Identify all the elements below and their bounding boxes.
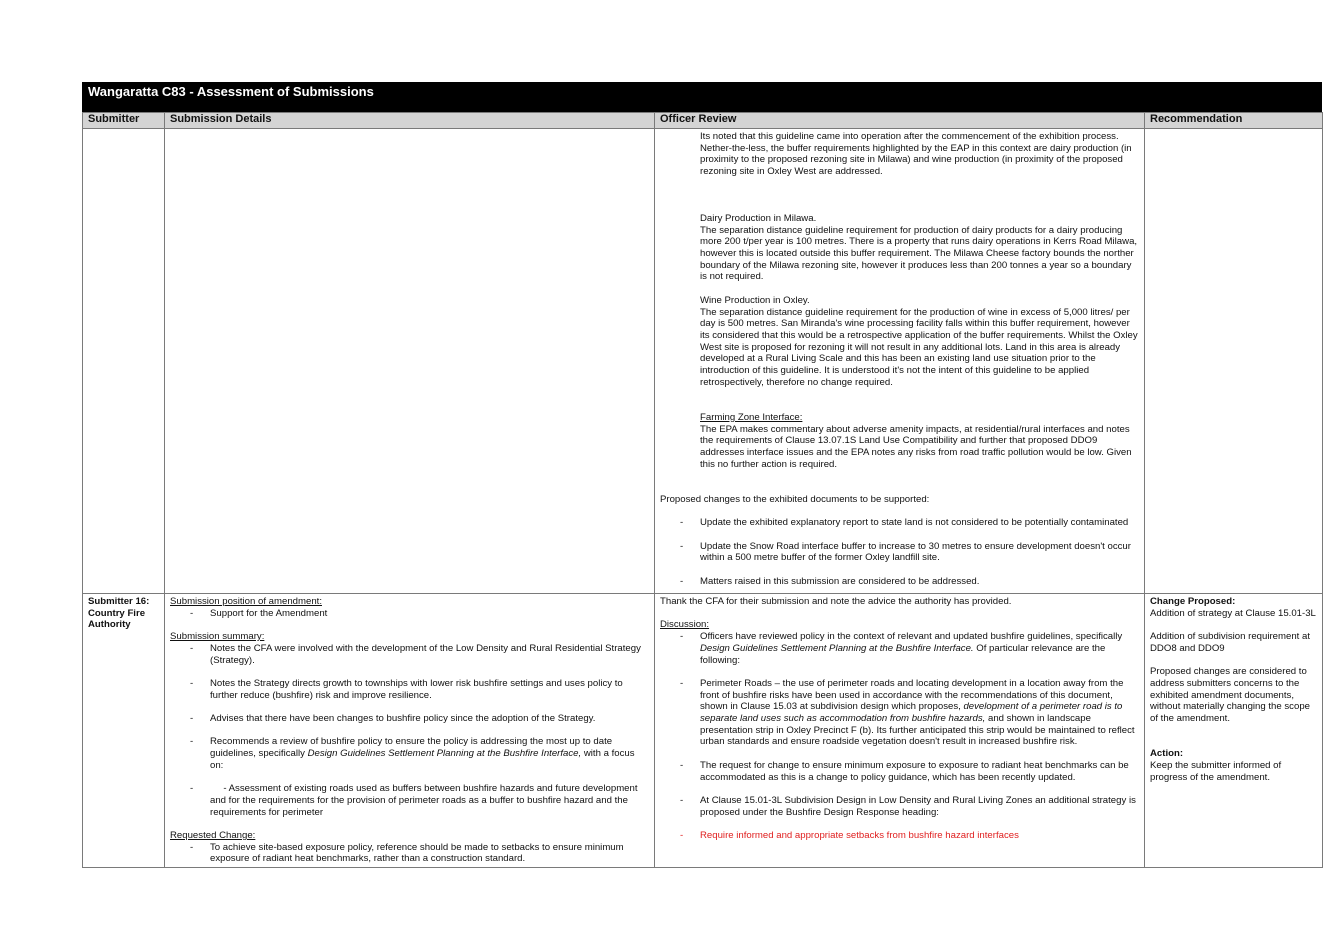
header-recommendation: Recommendation (1145, 113, 1323, 129)
proposed-changes-intro: Proposed changes to the exhibited documents to be supported: (660, 493, 930, 505)
wine-text: The separation distance guideline requirement for the production of wine in excess of 5,000 litres/ per day is 500 metres. San Miranda's wine processing facility falls within this buffer requirement, however its considered that this would be a retrospective application of the buffer requirements. Whilst the Oxley West site is proposed for rezoning it will not result in any additional lots. Land in this area is already developed at a Rural Living Scale and this has been an existing land use situation prior to the introduction of this guideline. It is understood it's not the intent of this guideline to be applied retrospectively, therefore no change required. (700, 306, 1138, 388)
row1-submitter (83, 129, 165, 594)
header-officer-review: Officer Review (655, 113, 1145, 129)
list-item: - Officers have reviewed policy in the context of relevant and updated bushfire guidelines, specifically Design Guidelines Settlement Planning at the Bushfire Interface. Of particular relevance are the following: (680, 631, 1123, 666)
row2-recommendation (1145, 594, 1323, 868)
change-item: Proposed changes are considered to address submitters concerns to the exhibited amendment documents, without materially changing the scope of the amendment. (1150, 666, 1310, 724)
assessment-page (82, 82, 1322, 868)
row1-recommendation (1145, 129, 1323, 594)
action-item: Keep the submitter informed of progress of the amendment. (1150, 759, 1282, 783)
list-item: - Notes the Strategy directs growth to townships with lower risk bushfire settings and uses policy to further reduce (bushfire) risk and improve resilience. (190, 677, 623, 701)
list-item: - To achieve site-based exposure policy, reference should be made to setbacks to ensure minimum exposure of radiant heat benchmarks, rather than a construction standard. (190, 841, 624, 865)
list-item: - Matters raised in this submission are considered to be addressed. (680, 575, 980, 587)
requested-change-heading: Requested Change: (170, 829, 256, 841)
list-item: - Recommends a review of bushfire policy to ensure the policy is addressing the most up to date guidelines, specifically Design Guidelines Settlement Planning at the Bushfire Interface, with a focus on: (190, 736, 635, 771)
row2-details (165, 594, 655, 868)
discussion-heading: Discussion: (660, 619, 710, 631)
position-heading: Submission position of amendment: (170, 596, 322, 607)
list-item: - - Assessment of existing roads used as buffers between bushfire hazards and future development and for the requirements for the provision of perimeter roads as a buffer to bushfire hazard and the requirements for perimeter (190, 783, 641, 818)
list-item: - At Clause 15.01-3L Subdivision Design in Low Density and Rural Living Zones an additional strategy is proposed under the Bushfire Design Response heading: (680, 794, 1136, 818)
wine-heading: Wine Production in Oxley. (700, 294, 810, 306)
review-intro: Its noted that this guideline came into operation after the commencement of the exhibition process. Nether-the-less, the buffer requirements highlighted by the EAP in this context are dairy production (in proximity to the proposed rezoning site in Milawa) and wine production (in proximity of the proposed rezoning site in Oxley West are addressed. (700, 131, 1132, 178)
list-item: - Notes the CFA were involved with the development of the Low Density and Rural Residential Strategy (Strategy). (190, 642, 641, 666)
list-item: - Update the exhibited explanatory report to state land is not considered to be potentially contaminated (680, 517, 1129, 529)
header-submitter: Submitter (83, 113, 165, 129)
list-item: - Support for the Amendment (190, 607, 328, 619)
table-header-row (83, 113, 1323, 129)
farming-heading: Farming Zone Interface: (700, 411, 803, 423)
row1-review (655, 129, 1145, 594)
change-proposed-heading: Change Proposed: (1150, 596, 1236, 607)
dairy-heading: Dairy Production in Milawa. (700, 212, 817, 224)
change-item: Addition of strategy at Clause 15.01-3L (1150, 607, 1316, 619)
table-row (83, 594, 1323, 868)
list-item: - Advises that there have been changes to bushfire policy since the adoption of the Strategy. (190, 712, 596, 724)
action-heading: Action: (1150, 748, 1184, 760)
list-item: - Update the Snow Road interface buffer to increase to 30 metres to ensure development doesn't occur within a 500 metre buffer of the former Oxley landfill site. (680, 540, 1131, 564)
summary-heading: Submission summary: (170, 631, 265, 643)
document-title: Wangaratta C83 - Assessment of Submissions (82, 82, 1322, 112)
list-item: - Perimeter Roads – the use of perimeter roads and locating development in a location away from the front of bushfire risks have been used in accordance with the recommendations of this document, shown in Clause 15.03 at subdivision design which proposes, development of a perimeter road is to separate land uses such as accommodation from bushfire hazards, and shown in landscape presentation strip in Oxley Precinct F (b). Its further anticipated this strip would be maintained to reflect urban standards and ensure roadside vegetation doesn't result in increased bushfire risk. (680, 677, 1135, 748)
submissions-table (82, 112, 1323, 868)
farming-text: The EPA makes commentary about adverse amenity impacts, at residential/rural interfaces and notes the requirements of Clause 13.07.1S Land Use Compatibility and further that proposed DDO9 addresses interface issues and the EPA notes any risks from road traffic pollution would be low. Given this no further action is required. (700, 423, 1132, 470)
row1-details (165, 129, 655, 594)
submitter-name: Submitter 16: Country Fire Authority (83, 594, 165, 868)
row2-review (655, 594, 1145, 868)
list-item: - The request for change to ensure minimum exposure to exposure to radiant heat benchmarks can be accommodated as this is a change to policy guidance, which has been recently updated. (680, 759, 1129, 783)
change-item: Addition of subdivision requirement at DDO8 and DDO9 (1150, 631, 1310, 654)
review-thanks: Thank the CFA for their submission and note the advice the authority has provided. (660, 596, 1012, 607)
header-submission-details: Submission Details (165, 113, 655, 129)
dairy-text: The separation distance guideline requirement for production of dairy products for a dairy producing more 200 t/per year is 100 metres. There is a property that runs dairy operations in Kerrs Road Milawa, however this is located outside this buffer requirement. The Milawa Cheese factory bounds the norther boundary of the Milawa rezoning site, however it produces less than 200 tonnes a year so a boundary is not required. (700, 224, 1138, 283)
table-row (83, 129, 1323, 594)
list-item-highlight: - Require informed and appropriate setbacks from bushfire hazard interfaces (680, 829, 1019, 841)
